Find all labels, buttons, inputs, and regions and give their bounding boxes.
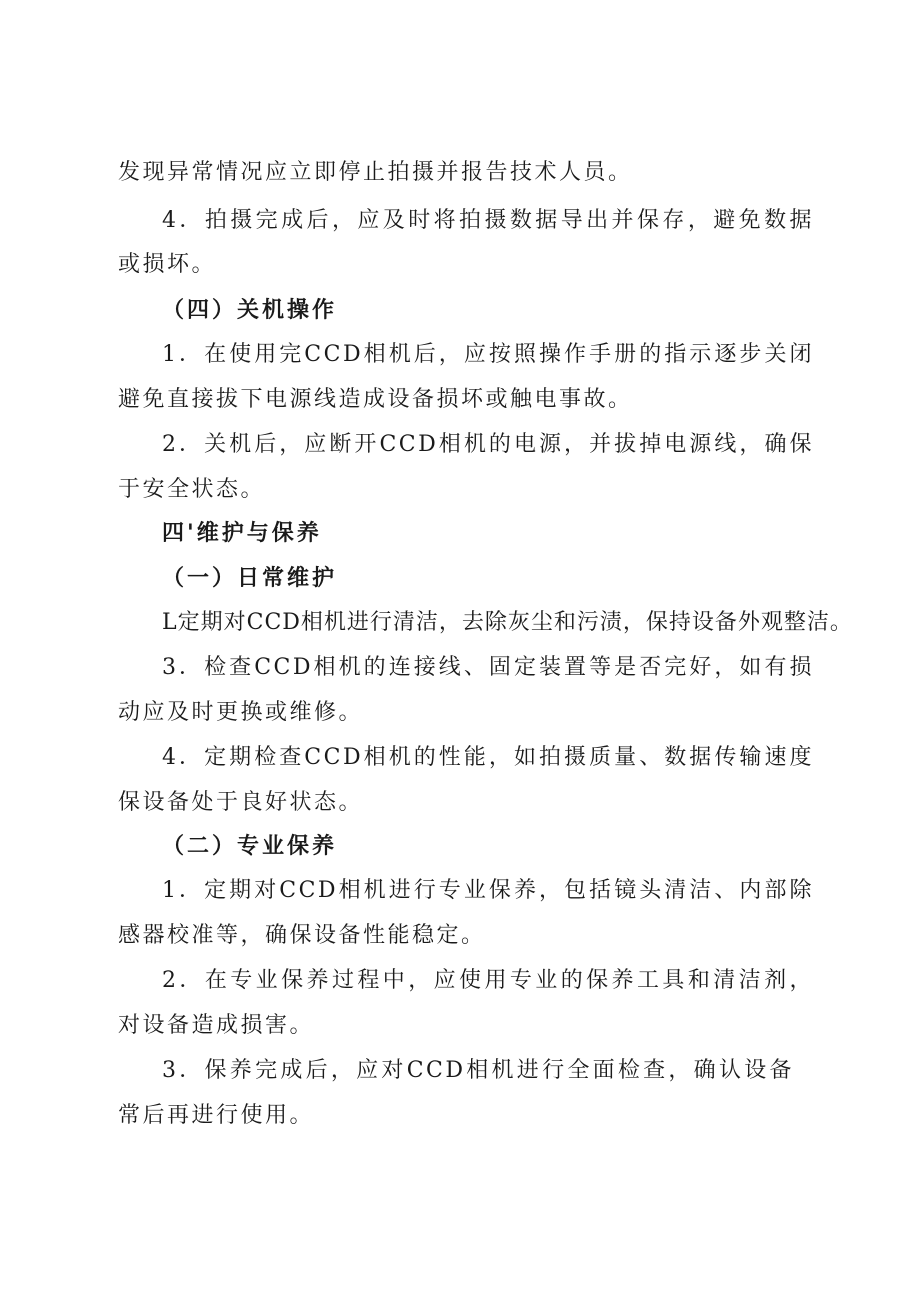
list-item-2-line-2: 于安全状态。 [118,477,266,502]
paragraph-line: 发现异常情况应立即停止拍摄并报告技术人员。 [118,160,633,185]
list-item-1b-line-2: 感器校准等，确保设备性能稳定。 [118,923,486,948]
list-item-3b-line-1: 3．保养完成后，应对CCD相机进行全面检查，确认设备 [162,1058,794,1083]
section-heading-shutdown: （四）关机操作 [162,297,338,323]
list-item-1b-line-1: 1．定期对CCD相机进行专业保养，包括镜头清洁、内部除 [162,878,814,903]
section-heading-professional: （二）专业保养 [162,833,338,859]
section-heading-daily: （一）日常维护 [162,565,338,591]
list-item-1-line-1: 1．在使用完CCD相机后，应按照操作手册的指示逐步关闭 [162,342,814,367]
list-item-3-line-1: 3．检查CCD相机的连接线、固定装置等是否完好，如有损 [162,655,814,680]
list-item-4-line-2: 或损坏。 [118,252,217,277]
list-item-1-line-2: 避免直接拔下电源线造成设备损坏或触电事故。 [118,387,633,412]
list-item-4-line-1: 4．拍摄完成后，应及时将拍摄数据导出并保存，避免数据 [162,208,814,233]
list-item-2b-line-2: 对设备造成损害。 [118,1013,315,1038]
list-item-2b-line-1: 2．在专业保养过程中，应使用专业的保养工具和清洁剂， [162,968,814,993]
list-item-3b-line-2: 常后再进行使用。 [118,1103,315,1128]
list-item-4b-line-2: 保设备处于良好状态。 [118,790,364,815]
chapter-heading-maintenance: 四'维护与保养 [162,520,322,546]
list-item-3-line-2: 动应及时更换或维修。 [118,700,364,725]
list-item-4b-line-1: 4．定期检查CCD相机的性能，如拍摄质量、数据传输速度 [162,745,814,770]
list-item-2-line-1: 2．关机后，应断开CCD相机的电源，并拔掉电源线，确保 [162,432,814,457]
list-item-l-line: L定期对CCD相机进行清洁，去除灰尘和污渍，保持设备外观整洁。 [162,610,853,635]
